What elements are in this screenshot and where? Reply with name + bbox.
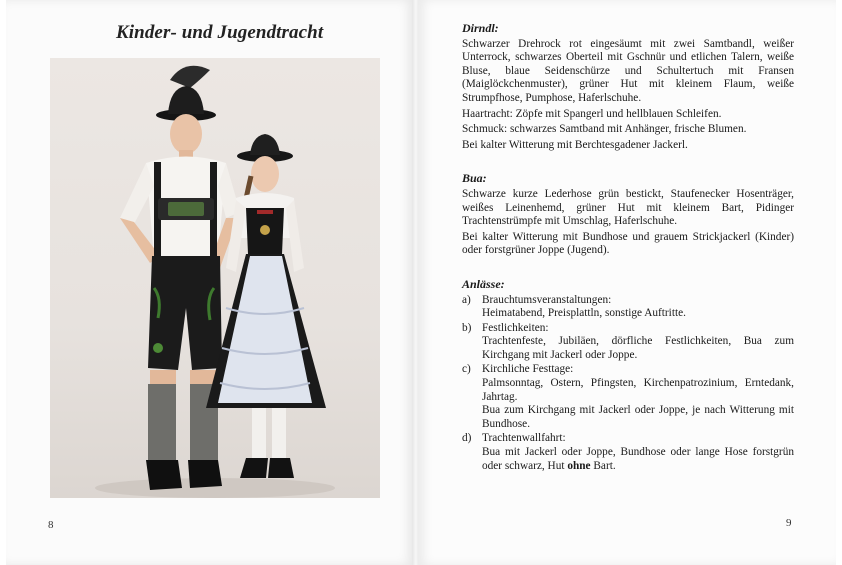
costume-description xyxy=(462,22,794,474)
occasion-title: Festlichkeiten: xyxy=(482,321,549,334)
occasion-detail-emphasis: ohne xyxy=(567,459,591,472)
occasion-detail-2: Bua zum Kirchgang mit Jackerl oder Joppe, je nach Witterung mit Bundhose. xyxy=(482,404,794,430)
occasion-detail: Palmsonntag, Ostern, Pfingsten, Kirchenpatrozinium, Erntedank, Jahrtag. xyxy=(482,377,794,403)
occasion-letter: a) xyxy=(462,293,471,306)
bua-heading: Bua: xyxy=(462,171,487,186)
boy-girl-costume-illustration xyxy=(50,58,380,498)
occasion-item xyxy=(462,363,794,431)
page-number-left: 8 xyxy=(48,519,54,531)
occasion-detail: Trachtenfeste, Jubiläen, dörfliche Festlichkeiten, Bua zum Kirchgang mit Jackerl oder Joppe. xyxy=(482,335,794,361)
bua-kalt: Bei kalter Witterung mit Bundhose und grauem Strickjackerl (Kinder) oder forstgrüner Joppe (Jugend). xyxy=(462,230,794,257)
occasion-letter: c) xyxy=(462,363,471,376)
occasion-detail xyxy=(482,446,794,473)
page-number-right: 9 xyxy=(786,517,792,529)
dirndl-heading: Dirndl: xyxy=(462,21,499,35)
occasion-detail-text: Bua mit Jackerl oder Joppe, Bundhose oder lange Hose forstgrün oder schwarz, Hut xyxy=(482,446,794,472)
occasion-letter: b) xyxy=(462,321,472,334)
occasion-title: Trachtenwallfahrt: xyxy=(482,432,566,445)
occasion-detail-end: Bart. xyxy=(593,459,616,472)
occasion-item xyxy=(462,432,794,473)
occasion-item xyxy=(462,322,794,363)
occasion-title: Kirchliche Festtage: xyxy=(482,363,574,376)
dirndl-haartracht: Haartracht: Zöpfe mit Spangerl und hellblauen Schleifen. xyxy=(462,107,722,120)
occasion-title: Brauchtumsveranstaltungen: xyxy=(482,293,612,306)
occasion-letter: d) xyxy=(462,432,472,445)
occasion-detail: Heimatabend, Preisplattln, sonstige Auftritte. xyxy=(482,307,686,320)
page-title: Kinder- und Jugendtracht xyxy=(116,22,324,43)
bua-text: Schwarze kurze Lederhose grün bestickt, Staufenecker Hosenträger, weißes Leinenhemd, grüner Hut mit kleinem Bart, Pidinger Trachtenstrümpfe mit Umschlag, Haferlschuhe. xyxy=(462,187,794,228)
costume-photo xyxy=(50,58,380,498)
dirndl-kalt: Bei kalter Witterung mit Berchtesgadener Jackerl. xyxy=(462,138,688,151)
occasion-item xyxy=(462,294,794,321)
anlaesse-heading: Anlässe: xyxy=(462,276,505,291)
dirndl-text: Schwarzer Drehrock rot eingesäumt mit zwei Samtbandl, weißer Unterrock, schwarzes Oberteil mit Gschnür und etlichen Talern, weiße Bluse, blaue Seidenschürze und Schultertuch mit Fransen (Maiglöckchenmuster), grüner Hut mit kleinem Flaum, weiße Strumpfhose, Pumphose, Haferlschuhe. xyxy=(462,37,794,104)
dirndl-schmuck: Schmuck: schwarzes Samtband mit Anhänger, frische Blumen. xyxy=(462,123,747,136)
